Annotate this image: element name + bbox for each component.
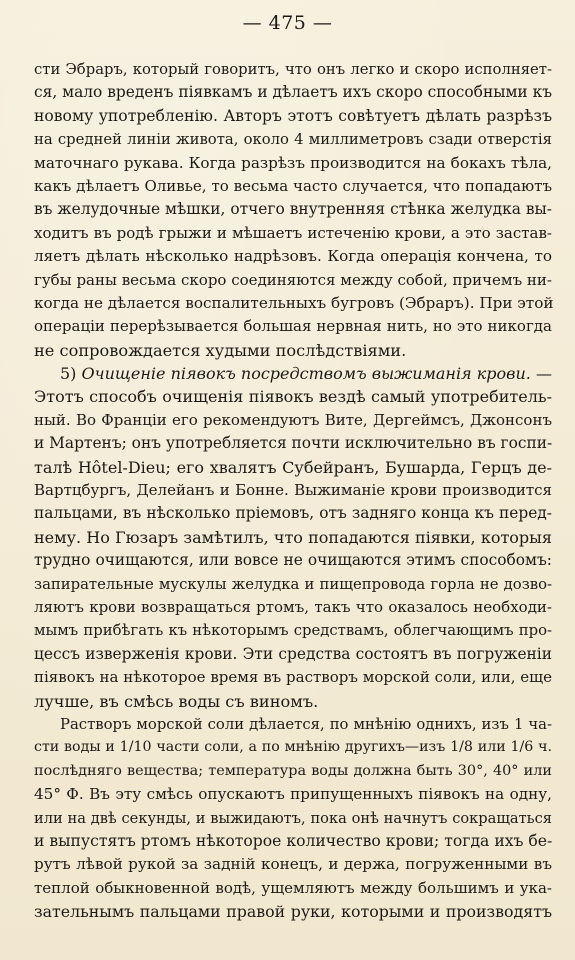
text-line [34, 596, 552, 619]
text-line [34, 853, 552, 876]
text-line [34, 315, 552, 338]
text-line [34, 152, 552, 175]
text-line-content: пальцами, въ нѣсколько пріемовъ, отъ задняго конца къ перед- [34, 504, 552, 523]
text-line-content: Этотъ способъ очищенія піявокъ вездѣ самый употребитель- [34, 387, 552, 407]
text-line [34, 713, 552, 736]
text-line [34, 666, 552, 689]
text-line-content: трудно очищаются, или вовсе не очищаются этимъ способомъ: [34, 551, 552, 570]
text-line [34, 105, 552, 128]
text-line-content: ходитъ въ родѣ грыжи и мѣшаетъ истеченію крови, а это застав- [34, 223, 552, 242]
text-line-content: операціи перерѣзывается большая нервная нить, но это никогда [34, 317, 552, 336]
text-line-content: въ желудочные мѣшки, отчего внутренняя стѣнка желудка вы- [34, 200, 552, 219]
text-line-content: не сопровождается худыми послѣдствіями. [34, 340, 407, 360]
text-line-content: или на двѣ секунды, и выжидаютъ, пока онѣ начнутъ сокращаться [34, 809, 552, 827]
text-line [34, 736, 552, 759]
text-line [34, 783, 552, 806]
text-line [34, 432, 552, 455]
text-line-content: талѣ Hôtel-Dieu; его хвалятъ Субейранъ, Бушарда, Герцъ де- [34, 457, 552, 477]
text-line [34, 456, 552, 479]
text-line [34, 690, 552, 713]
page-number: — 475 — [242, 12, 333, 34]
text-line [34, 81, 552, 104]
text-line [34, 245, 552, 268]
text-line-content: на средней линіи живота, около 4 миллиметровъ сзади отверстія [34, 131, 552, 149]
text-line [34, 502, 552, 525]
text-line [34, 175, 552, 198]
text-line [34, 198, 552, 221]
text-line [34, 900, 552, 923]
text-line [34, 619, 552, 642]
text-line [34, 222, 552, 245]
text-line [34, 807, 552, 830]
text-line-content: піявокъ на нѣкоторое время въ растворъ морской соли, или, еще [34, 668, 552, 687]
text-line-content: когда не дѣлается воспалительныхъ бугровъ (Эбраръ). При этой [34, 293, 554, 312]
text-line-content: рутъ лѣвой рукой за задній конецъ, и держа, погруженными въ [34, 855, 552, 874]
section-heading-italic: Очищеніе піявокъ посредствомъ выжиманія крови. [81, 364, 531, 384]
text-line [34, 409, 552, 432]
text-line [34, 385, 552, 408]
text-line [34, 526, 552, 549]
body-text [34, 58, 552, 923]
text-line-content: теплой обыкновенной водѣ, ущемляютъ между большимъ и ука- [34, 878, 552, 897]
text-line [34, 549, 552, 572]
text-line [34, 830, 552, 853]
text-line-dash: — [530, 364, 552, 384]
text-line [34, 479, 552, 502]
text-line-content: ляетъ дѣлать нѣсколько надрѣзовъ. Когда операція кончена, то [34, 247, 552, 266]
text-line-content: 45° Ф. Въ эту смѣсь опускаютъ припущенныхъ піявокъ на одну, [34, 785, 552, 804]
text-line-content: какъ дѣлаетъ Оливье, то весьма часто случается, что попадаютъ [34, 176, 552, 195]
text-line-content: Вартцбургъ, Делейанъ и Бонне. Выжиманіе крови производится [34, 481, 552, 500]
text-line [34, 643, 552, 666]
text-line-content: лучше, въ смѣсь воды съ виномъ. [34, 691, 319, 711]
text-line [34, 58, 552, 81]
text-line-content: 5) [60, 364, 82, 384]
text-line [34, 573, 552, 596]
text-line-content: и Мартенъ; онъ употребляется почти исключительно въ госпи- [34, 434, 553, 453]
text-line-content: губы раны весьма скоро соединяются между собой, причемъ ни- [34, 270, 552, 289]
text-line-content: новому употребленію. Авторъ этотъ совѣтуетъ дѣлать разрѣзъ [34, 106, 552, 125]
text-line [34, 362, 552, 385]
text-line-content: маточнаго рукава. Когда разрѣзъ производится на бокахъ тѣла, [34, 153, 552, 172]
text-line [34, 128, 552, 151]
text-line-content: сти Эбраръ, который говоритъ, что онъ легко и скоро исполняет- [34, 61, 552, 78]
text-line [34, 269, 552, 292]
text-line-content: цессъ изверженія крови. Эти средства состоятъ въ погруженіи [34, 644, 552, 663]
text-line-content: Растворъ морской соли дѣлается, по мнѣнію однихъ, изъ 1 ча- [60, 715, 552, 733]
text-line [34, 292, 552, 315]
text-line-content: зательнымъ пальцами правой руки, которыми и производятъ [34, 902, 552, 922]
text-line [34, 760, 552, 783]
text-line-content: и выпустятъ ртомъ нѣкоторое количество крови; тогда ихъ бе- [34, 831, 553, 850]
text-line-content: мымъ прибѣгать къ нѣкоторымъ средствамъ, облегчающимъ про- [34, 622, 552, 640]
text-line-content: нему. Но Гюзаръ замѣтилъ, что попадаются піявки, которыя [34, 527, 552, 547]
text-line-content: ся, мало вреденъ піявкамъ и дѣлаетъ ихъ скоро способными къ [34, 83, 552, 102]
text-line-content: ный. Во Франціи его рекомендуютъ Вите, Дергеймсъ, Джонсонъ [34, 410, 552, 429]
text-line-content: запирательные мускулы желудка и пищепровода горла не дозво- [34, 575, 552, 593]
text-line-content: послѣдняго вещества; температура воды должна быть 30°, 40° или [34, 762, 552, 779]
text-line [34, 339, 552, 362]
text-line [34, 877, 552, 900]
text-line-content: ляютъ крови возвращаться ртомъ, такъ что оказалось необходи- [34, 597, 552, 616]
text-line-content: сти воды и 1/10 части соли, а по мнѣнію другихъ—изъ 1/8 или 1/6 ч. [34, 739, 552, 756]
